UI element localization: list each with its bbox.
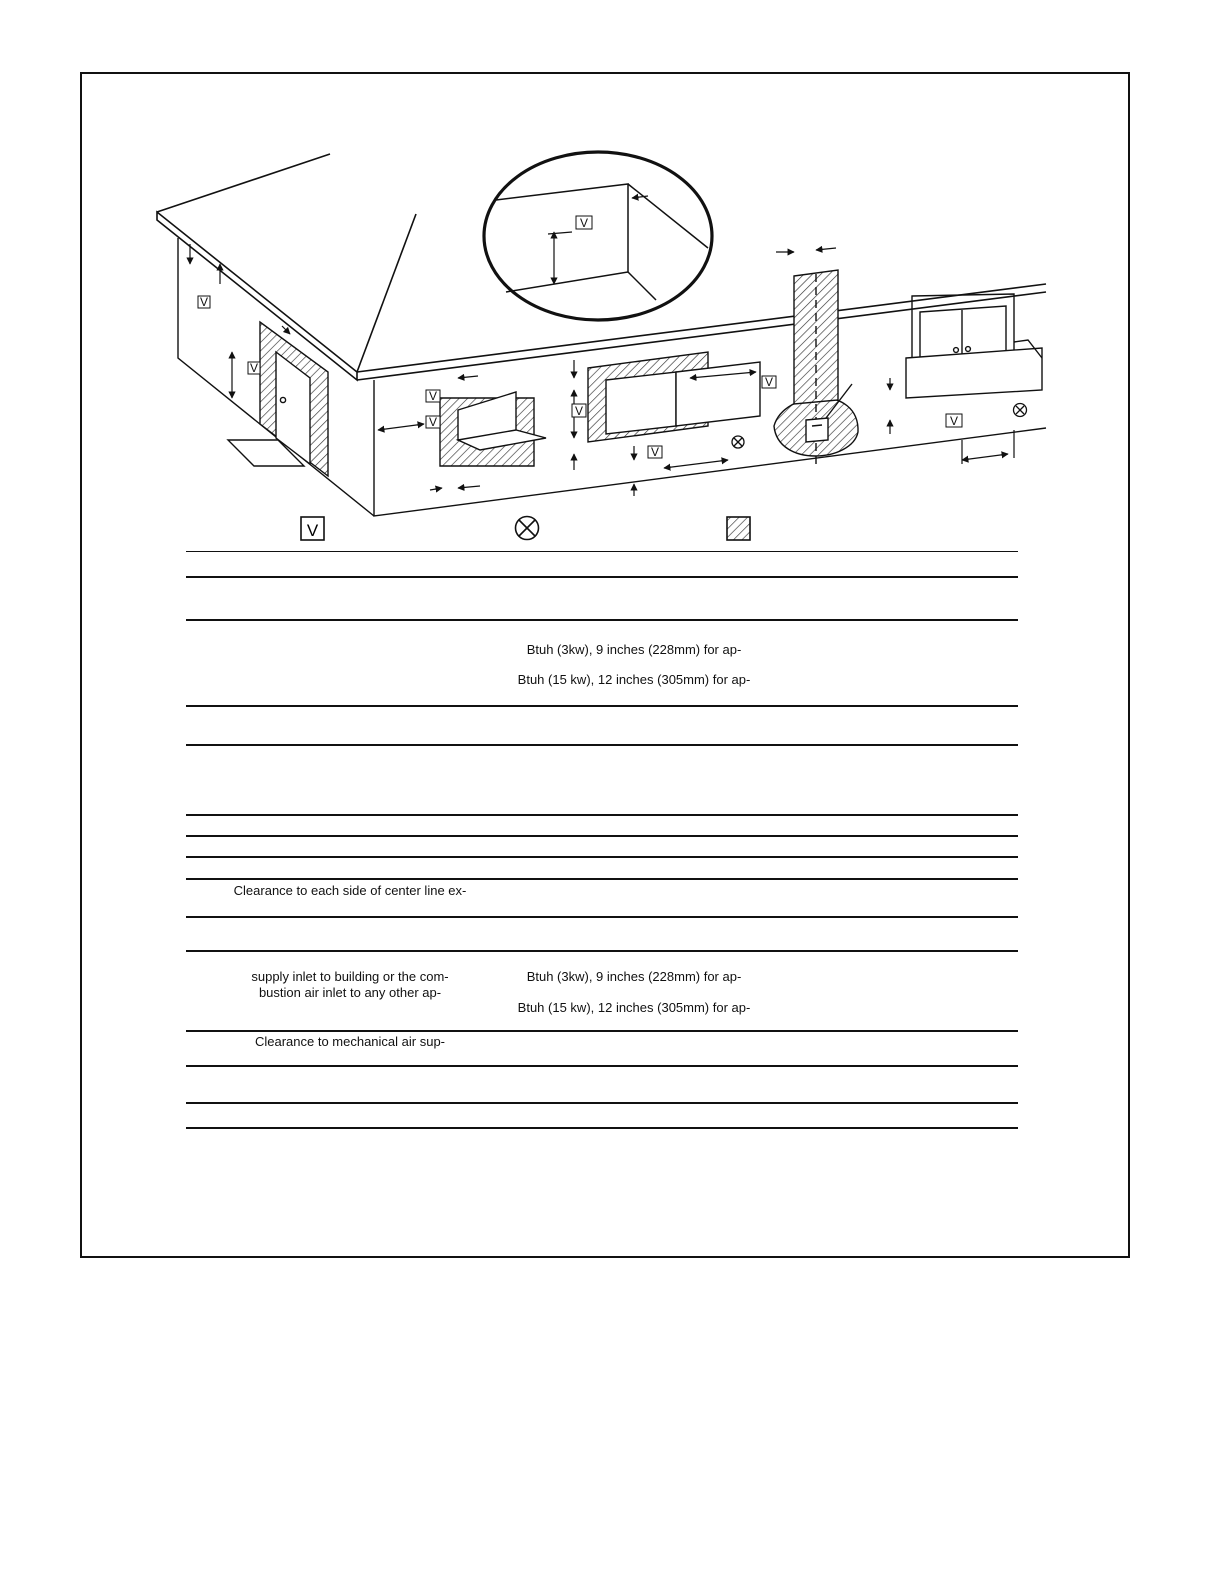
table-rule [186, 1102, 1018, 1104]
legend-hatched-area-icon [727, 517, 750, 540]
svg-text:V: V [306, 521, 319, 540]
table-cell-text: Btuh (3kw), 9 inches (228mm) for ap- [526, 642, 742, 657]
table-cell-text: supply inlet to building or the com- [251, 969, 449, 984]
table-cell-text: Btuh (3kw), 9 inches (228mm) for ap- [526, 969, 742, 984]
svg-text:V: V [949, 414, 959, 428]
table-rule [186, 744, 1018, 746]
table-rule [186, 619, 1018, 621]
svg-text:V: V [650, 445, 660, 459]
svg-text:V: V [428, 415, 438, 429]
table-rule [186, 835, 1018, 837]
table-rule [186, 1030, 1018, 1032]
v-marker [426, 415, 440, 429]
v-marker [426, 389, 440, 403]
svg-text:V: V [579, 216, 589, 230]
svg-text:V: V [428, 389, 438, 403]
table-cell-text: Btuh (15 kw), 12 inches (305mm) for ap- [517, 1000, 751, 1015]
v-marker [946, 414, 962, 428]
table-cell-text: Clearance to each side of center line ex- [233, 883, 467, 898]
detail-magnifier [484, 152, 712, 320]
v-marker [648, 445, 662, 459]
table-cell-text: Btuh (15 kw), 12 inches (305mm) for ap- [517, 672, 751, 687]
v-marker [198, 295, 210, 309]
table-rule [186, 576, 1018, 578]
table-rule [186, 950, 1018, 952]
v-marker [572, 404, 586, 418]
table-rule [186, 1065, 1018, 1067]
v-marker [762, 375, 776, 389]
table-rule [186, 1127, 1018, 1129]
legend-vent-icon [301, 517, 324, 540]
house-front-wall [374, 270, 1046, 516]
svg-text:V: V [249, 361, 259, 375]
table-rule [186, 916, 1018, 918]
svg-text:V: V [574, 404, 584, 418]
legend-no-vent-icon [516, 517, 539, 540]
v-marker [248, 361, 260, 375]
table-rule [186, 878, 1018, 880]
table-rule [186, 814, 1018, 816]
svg-text:V: V [764, 375, 774, 389]
table-rule [186, 705, 1018, 707]
table-rule [186, 856, 1018, 858]
table-cell-text: bustion air inlet to any other ap- [258, 985, 442, 1000]
v-marker [576, 216, 592, 230]
table-rule [186, 551, 1018, 552]
house-left-wall [178, 238, 374, 516]
svg-text:V: V [199, 295, 209, 309]
table-cell-text: Clearance to mechanical air sup- [254, 1034, 446, 1049]
